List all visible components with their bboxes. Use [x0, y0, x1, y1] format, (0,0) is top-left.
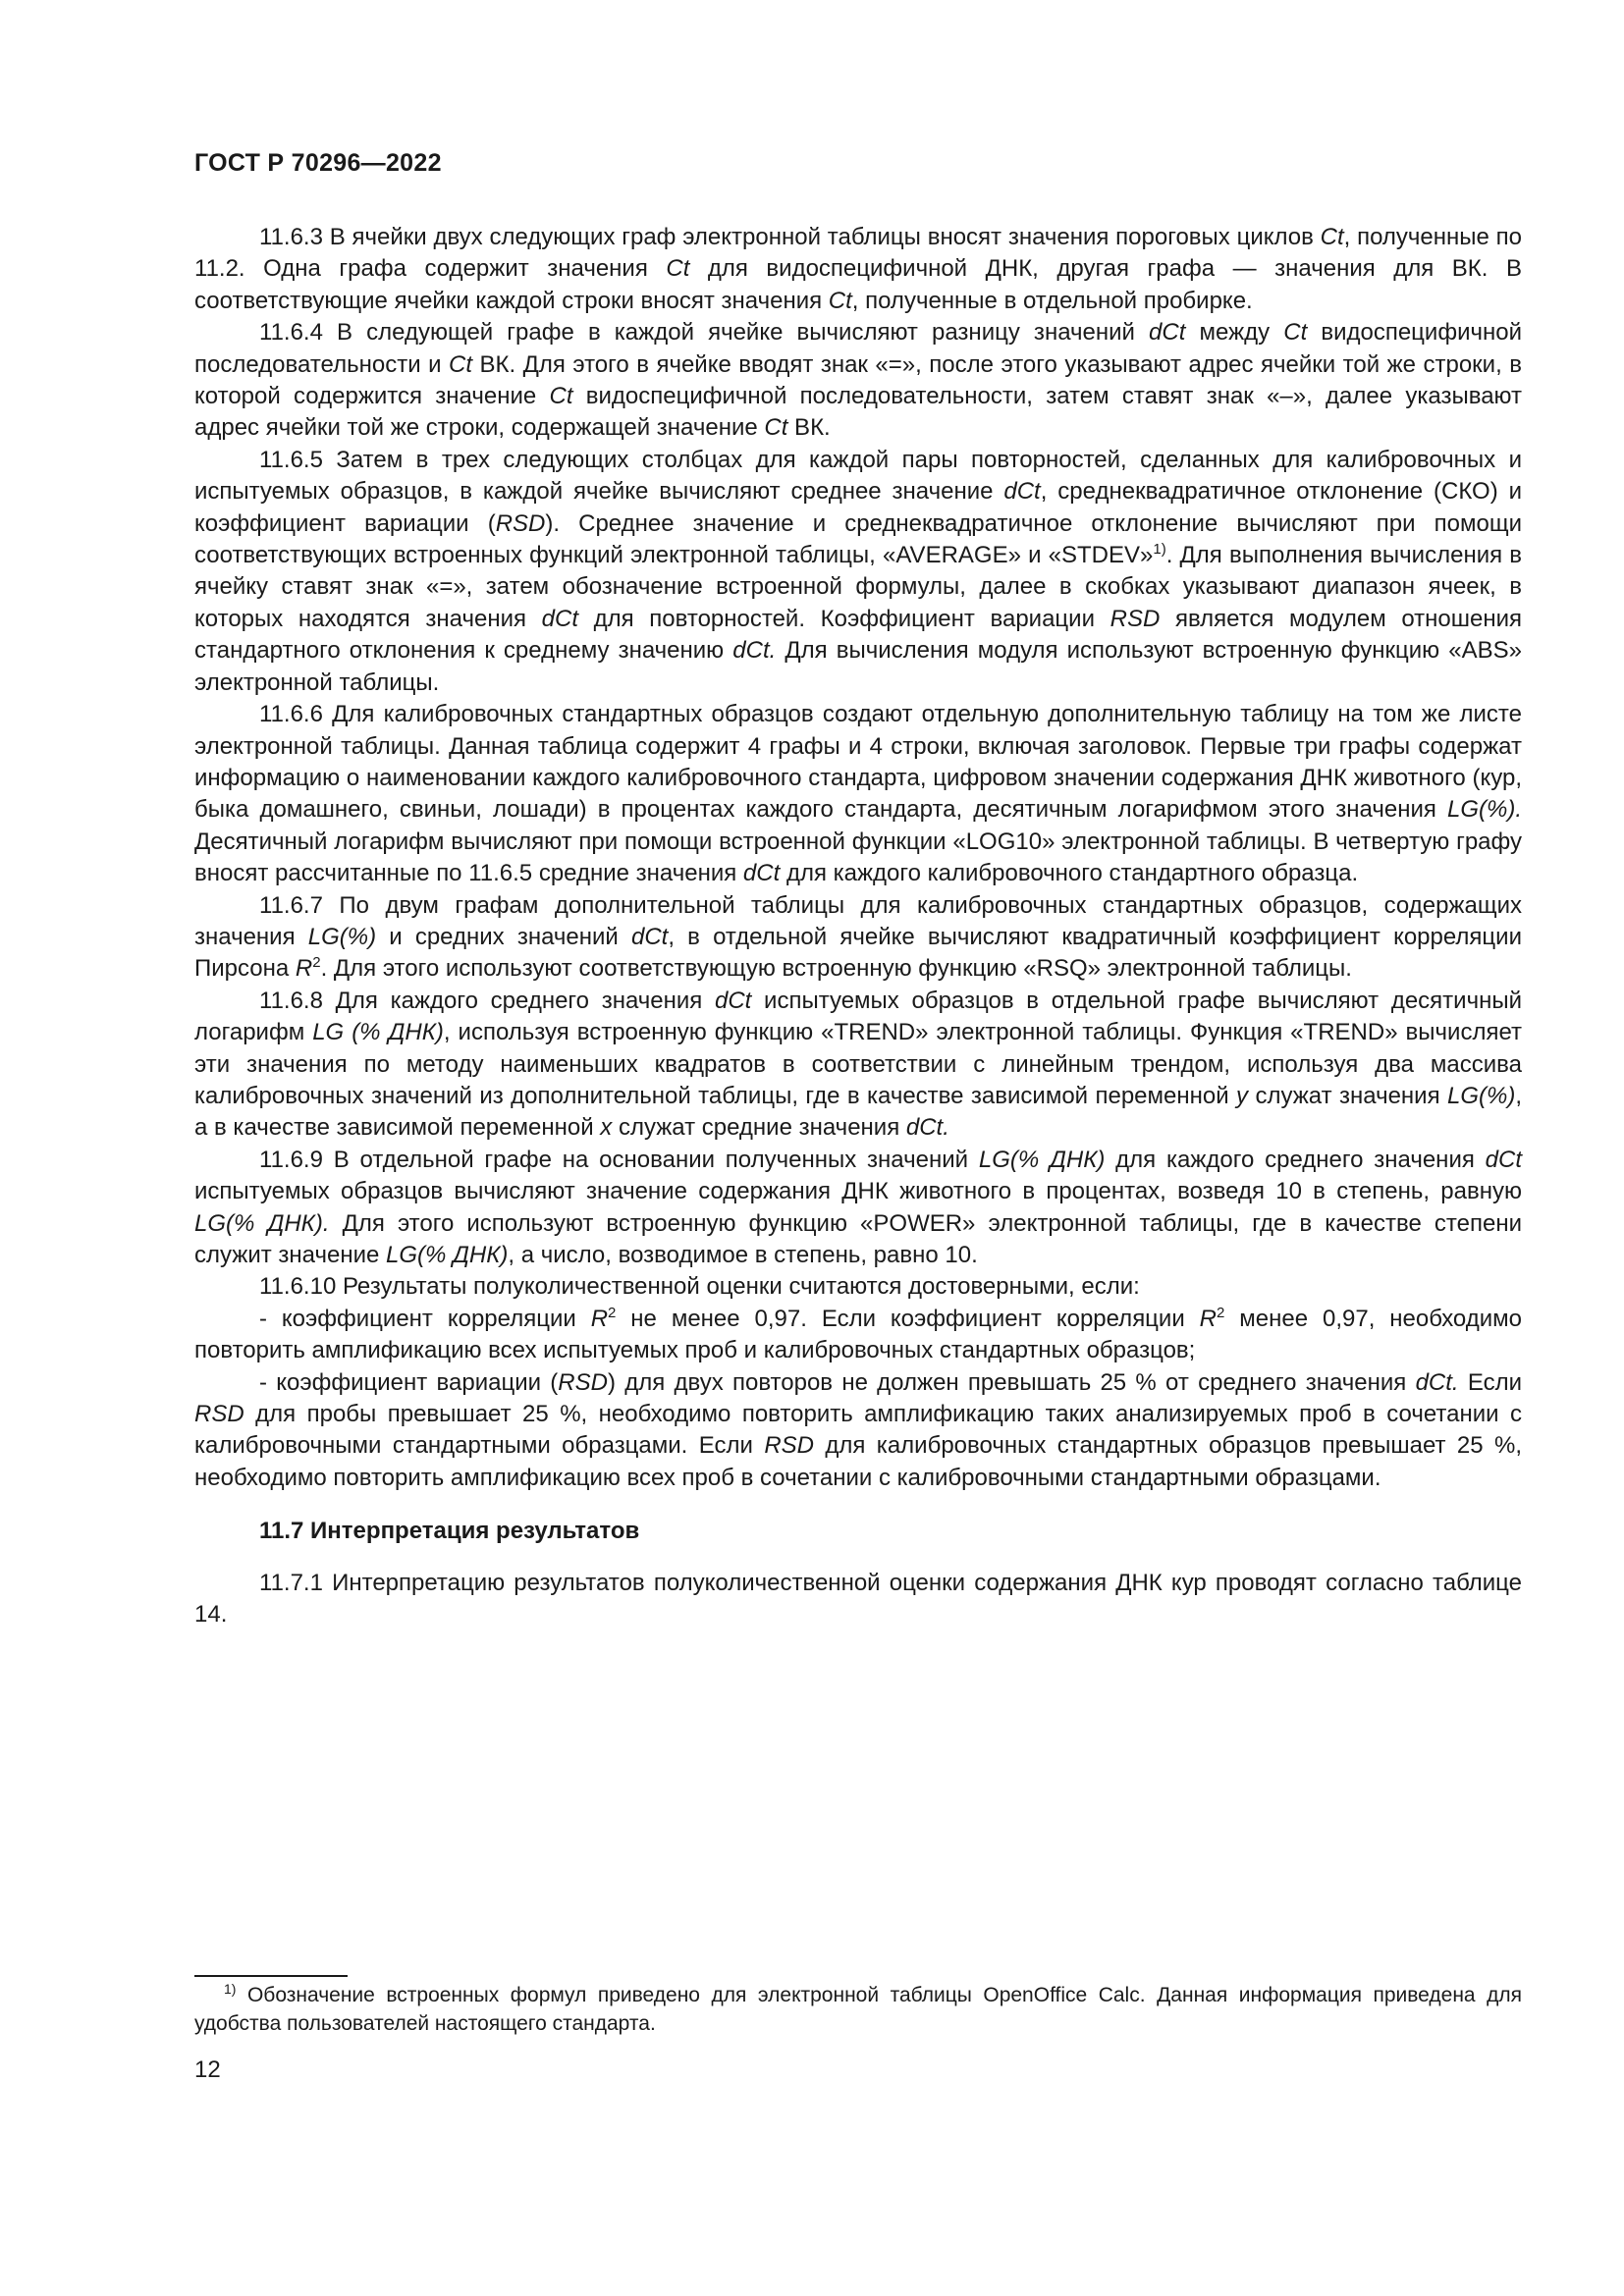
paragraph-11-7-1: 11.7.1 Интерпретацию результатов полуколичественной оценки содержания ДНК кур проводят согласно таблице 14.: [194, 1569, 1522, 1629]
paragraph-11-6-6: 11.6.6 Для калибровочных стандартных образцов создают отдельную дополнительную таблицу на том же листе электронной таблицы. Данная таблица содержит 4 графы и 4 строки, включая заголовок. Первые три графы содержат информацию о наименовании каждого калибровочного стандарта, цифровом значении содержания ДНК животного (кур, быка домашнего, свиньи, лошади) в процентах каждого стандарта, десятичным логарифмом этого значения LG(%). Десятичный логарифм вычисляют при помощи встроенной функции «LOG10» электронной таблицы. В четвертую графу вносят рассчитанные по 11.6.5 средние значения dCt для каждого калибровочного стандартного образца.: [194, 701, 1522, 887]
page-number: 12: [194, 2056, 221, 2083]
paragraph-11-6-8: 11.6.8 Для каждого среднего значения dCt испытуемых образцов в отдельной графе вычисляют десятичный логарифм LG (% ДНК), используя встроенную функцию «TREND» электронной таблицы. Функция «TREND» вычисляет эти значения по методу наименьших квадратов в соответствии с линейным трендом, используя два массива калибровочных значений из дополнительной таблицы, где в качестве зависимой переменной y служат значения LG(%), а в качестве зависимой переменной x служат средние значения dCt.: [194, 987, 1523, 1142]
footnote: $^{1)}$ Обозначение встроенных формул приведено для электронной таблицы OpenOffice Calc. Данная информация приведена для удобства пользователей настоящего стандарта.: [194, 1981, 1522, 2035]
paragraph-11-6-9: 11.6.9 В отдельной графе на основании полученных значений LG(% ДНК) для каждого среднего значения dCt испытуемых образцов вычисляют значение содержания ДНК животного в процентах, возведя 10 в степень, равную LG(% ДНК). Для этого используют встроенную функцию «POWER» электронной таблицы, где в качестве степени служит значение LG(% ДНК), а число, возводимое в степень, равно 10.: [194, 1146, 1522, 1268]
footnote-divider: [194, 1975, 348, 1977]
paragraph-11-6-10: 11.6.10 Результаты полуколичественной оценки считаются достоверными, если:: [259, 1273, 1140, 1301]
paragraph-11-6-3: 11.6.3 В ячейки двух следующих граф электронной таблицы вносят значения пороговых циклов Ct, полученные по 11.2. Одна графа содержит значения Ct для видоспецифичной ДНК, другая графа — значения для ВК. В соответствующие ячейки каждой строки вносят значения Ct, полученные в отдельной пробирке.: [194, 224, 1523, 314]
paragraph-11-6-5: 11.6.5 Затем в трех следующих столбцах для каждой пары повторностей, сделанных для калибровочных и испытуемых образцов, в каждой ячейке вычисляют среднее значение dCt, среднеквадратичное отклонение (СКО) и коэффициент вариации (RSD). Среднее значение и среднеквадратичное отклонение вычисляют при помощи соответствующих встроенных функций электронной таблицы, «AVERAGE» и «STDEV»$^{1)}$. Для выполнения вычисления в ячейку ставят знак «=», затем обозначение встроенной формулы, далее в скобках указывают диапазон ячеек, в которых находятся значения dCt для повторностей. Коэффициент вариации RSD является модулем отношения стандартного отклонения к среднему значению dCt. Для вычисления модуля используют встроенную функцию «ABS» электронной таблицы.: [194, 446, 1523, 696]
list-item-variation: - коэффициент вариации (RSD) для двух повторов не должен превышать 25 % от среднего значения dCt. Если RSD для пробы превышает 25 %, необходимо повторить амплификацию таких анализируемых проб в сочетании с калибровочными стандартными образцами. Если RSD для калибровочных стандартных образцов превышает 25 %, необходимо повторить амплификацию всех проб в сочетании с калибровочными стандартными образцами.: [194, 1368, 1522, 1491]
list-item-correlation: - коэффициент корреляции $R^2$ не менее 0,97. Если коэффициент корреляции $R^2$ менее 0,97, необходимо повторить амплификацию всех испытуемых проб и калибровочных стандартных образцов;: [194, 1304, 1522, 1364]
paragraph-11-6-4: 11.6.4 В следующей графе в каждой ячейке вычисляют разницу значений dCt между Ct видоспецифичной последовательности и Ct ВК. Для этого в ячейке вводят знак «=», после этого указывают адрес ячейки той же строки, в которой содержится значение Ct видоспецифичной последовательности, затем ставят знак «–», далее указывают адрес ячейки той же строки, содержащей значение Ct ВК.: [194, 319, 1523, 442]
paragraph-11-6-7: 11.6.7 По двум графам дополнительной таблицы для калибровочных стандартных образцов, содержащих значения LG(%) и средних значений dCt, в отдельной ячейке вычисляют квадратичный коэффициент корреляции Пирсона $R^2$. Для этого используют соответствующую встроенную функцию «RSQ» электронной таблицы.: [194, 891, 1522, 983]
section-heading-11-7: 11.7 Интерпретация результатов: [259, 1518, 640, 1545]
main-text: [194, 222, 1522, 1630]
document-header: ГОСТ Р 70296—2022: [194, 149, 442, 177]
